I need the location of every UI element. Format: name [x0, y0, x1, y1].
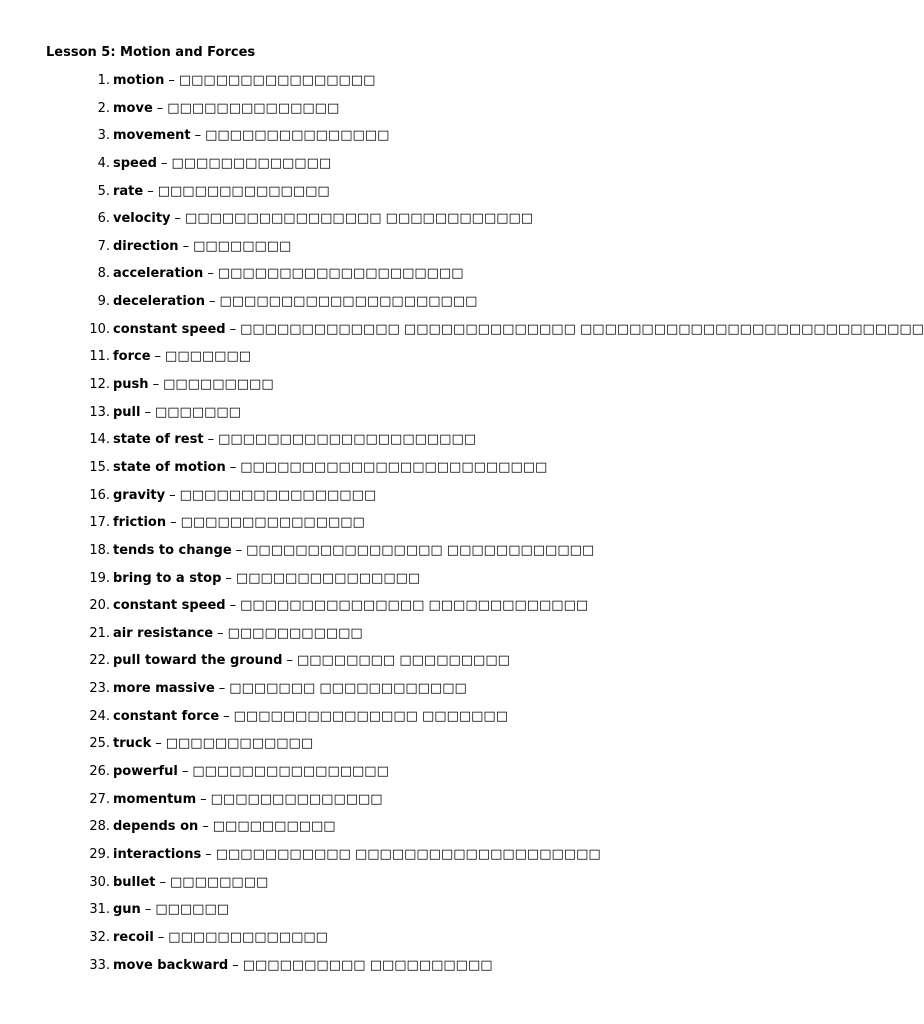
item-definition: □□□□□□□□□□□□□□□□□□□□ — [217, 266, 464, 282]
item-entry — [113, 875, 268, 891]
item-entry — [113, 847, 601, 863]
item-entry — [113, 653, 510, 669]
item-separator: – — [286, 653, 293, 669]
item-number: 15. — [89, 459, 110, 475]
item-number: 2. — [97, 100, 110, 116]
item-entry — [113, 709, 508, 725]
item-definition: □□□□□□□ □□□□□□□□□□□□ — [229, 681, 467, 697]
item-term: velocity — [113, 211, 171, 227]
item-number: 33. — [89, 957, 110, 973]
item-separator: – — [194, 128, 202, 144]
item-term: force — [113, 349, 151, 365]
item-number: 22. — [89, 653, 110, 669]
item-term: depends on — [113, 819, 199, 835]
item-term: more massive — [113, 681, 215, 697]
item-number: 31. — [89, 902, 110, 918]
item-number: 17. — [89, 515, 110, 531]
item-separator: – — [182, 238, 190, 254]
item-separator: – — [225, 570, 232, 586]
item-definition: □□□□□□□□□□□ □□□□□□□□□□□□□□□□□□□□ — [215, 846, 601, 862]
item-entry — [113, 101, 339, 117]
item-number: 11. — [89, 349, 110, 365]
item-number: 25. — [89, 736, 110, 752]
item-term: gravity — [113, 487, 166, 503]
item-entry — [113, 626, 363, 642]
item-separator: – — [174, 211, 182, 227]
item-term: friction — [113, 515, 167, 531]
lesson-title: Lesson 5: Motion and Forces — [46, 45, 256, 60]
item-number: 1. — [97, 73, 110, 88]
item-separator: – — [207, 266, 214, 282]
item-separator: – — [235, 542, 243, 558]
item-definition: □□□□□□□□□□□□□□ — [167, 100, 340, 116]
item-number: 23. — [89, 681, 110, 697]
item-entry — [113, 322, 924, 338]
item-number: 24. — [89, 708, 110, 724]
item-separator: – — [155, 736, 162, 752]
item-separator: – — [229, 598, 237, 614]
item-definition: □□□□□□□□□□□□□□□□ — [179, 487, 377, 503]
item-term: pull toward the ground — [113, 653, 283, 669]
item-definition: □□□□□□□□□□□ — [227, 625, 363, 641]
item-entry — [113, 156, 331, 172]
item-entry — [113, 239, 291, 255]
item-entry — [113, 460, 547, 476]
item-separator: – — [168, 73, 175, 88]
item-term: move — [113, 100, 153, 116]
item-separator: – — [157, 929, 165, 945]
item-term: truck — [113, 736, 152, 752]
item-definition: □□□□□□□□□□□□□□□□□□□□□□□□□ — [240, 459, 548, 475]
item-number: 16. — [89, 487, 110, 503]
item-number: 30. — [89, 874, 110, 890]
item-entry — [113, 515, 365, 531]
item-number: 20. — [89, 598, 110, 614]
item-term: speed — [113, 155, 157, 171]
item-term: state of rest — [113, 432, 204, 448]
item-term: pull — [113, 404, 141, 420]
item-separator: – — [218, 681, 226, 697]
item-definition: □□□□□□□□□□□□□□□□□□□□□ — [218, 432, 477, 448]
item-entry — [113, 73, 375, 89]
item-number: 19. — [89, 570, 110, 586]
item-separator: – — [160, 155, 168, 171]
item-entry — [113, 432, 476, 448]
item-term: constant speed — [113, 321, 226, 337]
item-term: direction — [113, 238, 179, 254]
item-number: 6. — [97, 211, 110, 227]
item-separator: – — [170, 515, 177, 531]
item-definition: □□□□□□□□□□□□□□□ □□□□□□□ — [233, 708, 508, 724]
item-definition: □□□□□□□□ — [193, 238, 292, 254]
item-term: state of motion — [113, 459, 226, 475]
item-separator: – — [154, 349, 162, 365]
item-separator: – — [205, 846, 212, 862]
item-number: 3. — [97, 128, 110, 144]
item-separator: – — [169, 487, 176, 503]
item-definition: □□□□□□□□□□□□□□□ — [205, 128, 390, 144]
item-number: 18. — [89, 542, 110, 558]
item-number: 8. — [97, 266, 110, 282]
item-separator: – — [144, 404, 151, 420]
item-entry — [113, 211, 533, 227]
item-definition: □□□□□□□□ — [170, 874, 269, 890]
item-number: 10. — [89, 321, 110, 337]
item-term: powerful — [113, 764, 178, 780]
item-separator: – — [144, 902, 152, 918]
item-definition: □□□□□□□□□□□□□□□ — [235, 570, 421, 586]
item-term: deceleration — [113, 294, 205, 310]
item-term: movement — [113, 128, 191, 144]
item-definition: □□□□□□□□□□□□□□□ — [180, 515, 365, 531]
item-entry — [113, 349, 251, 365]
item-term: motion — [113, 73, 165, 88]
item-separator: – — [159, 874, 167, 890]
item-separator: – — [217, 625, 224, 641]
item-entry — [113, 128, 389, 144]
item-entry — [113, 488, 376, 504]
item-definition: □□□□□□□□□□□□ — [165, 736, 314, 752]
item-separator: – — [202, 819, 209, 835]
item-separator: – — [181, 764, 189, 780]
item-number: 27. — [89, 791, 110, 807]
item-number: 28. — [89, 819, 110, 835]
item-separator: – — [232, 957, 239, 973]
item-entry — [113, 405, 241, 421]
item-term: recoil — [113, 929, 154, 945]
item-separator: – — [223, 708, 230, 724]
item-entry — [113, 764, 389, 780]
item-definition: □□□□□□□□□□□□□□□ □□□□□□□□□□□□□ — [240, 598, 589, 614]
item-definition: □□□□□□□□□ — [163, 377, 274, 393]
item-term: bullet — [113, 874, 156, 890]
item-separator: – — [156, 100, 164, 116]
item-number: 12. — [89, 377, 110, 393]
item-definition: □□□□□□□□ □□□□□□□□□ — [296, 653, 510, 669]
item-separator: – — [229, 459, 237, 475]
item-separator: – — [229, 321, 237, 337]
item-definition: □□□□□□□□□□ □□□□□□□□□□ — [242, 957, 493, 973]
item-definition: □□□□□□□□□□□□□□□□ □□□□□□□□□□□□ — [185, 211, 534, 227]
item-separator: – — [207, 432, 215, 448]
item-separator: – — [147, 183, 154, 199]
item-term: tends to change — [113, 542, 232, 558]
item-entry — [113, 902, 229, 918]
item-definition: □□□□□□ — [155, 902, 230, 918]
item-entry — [113, 958, 493, 974]
item-definition: □□□□□□□□□□□□□□□□ — [178, 73, 376, 88]
item-entry — [113, 571, 420, 587]
item-definition: □□□□□□□□□□□□□ — [168, 929, 328, 945]
item-separator: – — [152, 377, 160, 393]
item-term: push — [113, 377, 149, 393]
item-definition: □□□□□□□□□□□□□□□□ — [192, 764, 389, 780]
item-term: gun — [113, 902, 141, 918]
item-term: air resistance — [113, 625, 214, 641]
item-number: 5. — [97, 183, 110, 199]
item-definition: □□□□□□□□□□□□□ — [171, 155, 332, 171]
item-number: 13. — [89, 404, 110, 420]
item-entry — [113, 294, 477, 310]
item-term: interactions — [113, 846, 202, 862]
item-definition: □□□□□□□ — [165, 349, 252, 365]
item-term: rate — [113, 183, 144, 199]
item-number: 21. — [89, 625, 110, 641]
item-number: 14. — [89, 432, 110, 448]
item-number: 29. — [89, 846, 110, 862]
item-term: bring to a stop — [113, 570, 222, 586]
item-definition: □□□□□□□□□□□□□□ — [210, 791, 383, 807]
item-entry — [113, 792, 383, 808]
item-definition: □□□□□□□ — [154, 404, 241, 420]
item-term: momentum — [113, 791, 197, 807]
item-term: acceleration — [113, 266, 204, 282]
item-definition: □□□□□□□□□□□□□□ — [157, 183, 330, 199]
item-number: 32. — [89, 929, 110, 945]
item-entry — [113, 377, 274, 393]
item-definition: □□□□□□□□□□□□□□□□□□□□□ — [219, 294, 478, 310]
item-separator: – — [208, 294, 216, 310]
item-number: 26. — [89, 764, 110, 780]
item-entry — [113, 184, 330, 200]
item-entry — [113, 266, 463, 282]
item-entry — [113, 598, 588, 614]
item-number: 7. — [97, 238, 110, 254]
item-entry — [113, 930, 328, 946]
item-definition: □□□□□□□□□□□□□□□□ □□□□□□□□□□□□ — [246, 542, 595, 558]
item-term: constant speed — [113, 598, 226, 614]
item-definition: □□□□□□□□□□ — [212, 819, 336, 835]
item-separator: – — [200, 791, 207, 807]
item-term: constant force — [113, 708, 220, 724]
item-entry — [113, 736, 313, 752]
item-entry — [113, 543, 594, 559]
item-entry — [113, 819, 336, 835]
item-number: 4. — [97, 155, 110, 171]
item-number: 9. — [97, 294, 110, 310]
item-term: move backward — [113, 957, 229, 973]
item-entry — [113, 681, 467, 697]
item-definition: □□□□□□□□□□□□□ □□□□□□□□□□□□□□ □□□□□□□□□□□□□□□□□□□□□□□□□□□□ — [240, 321, 924, 337]
